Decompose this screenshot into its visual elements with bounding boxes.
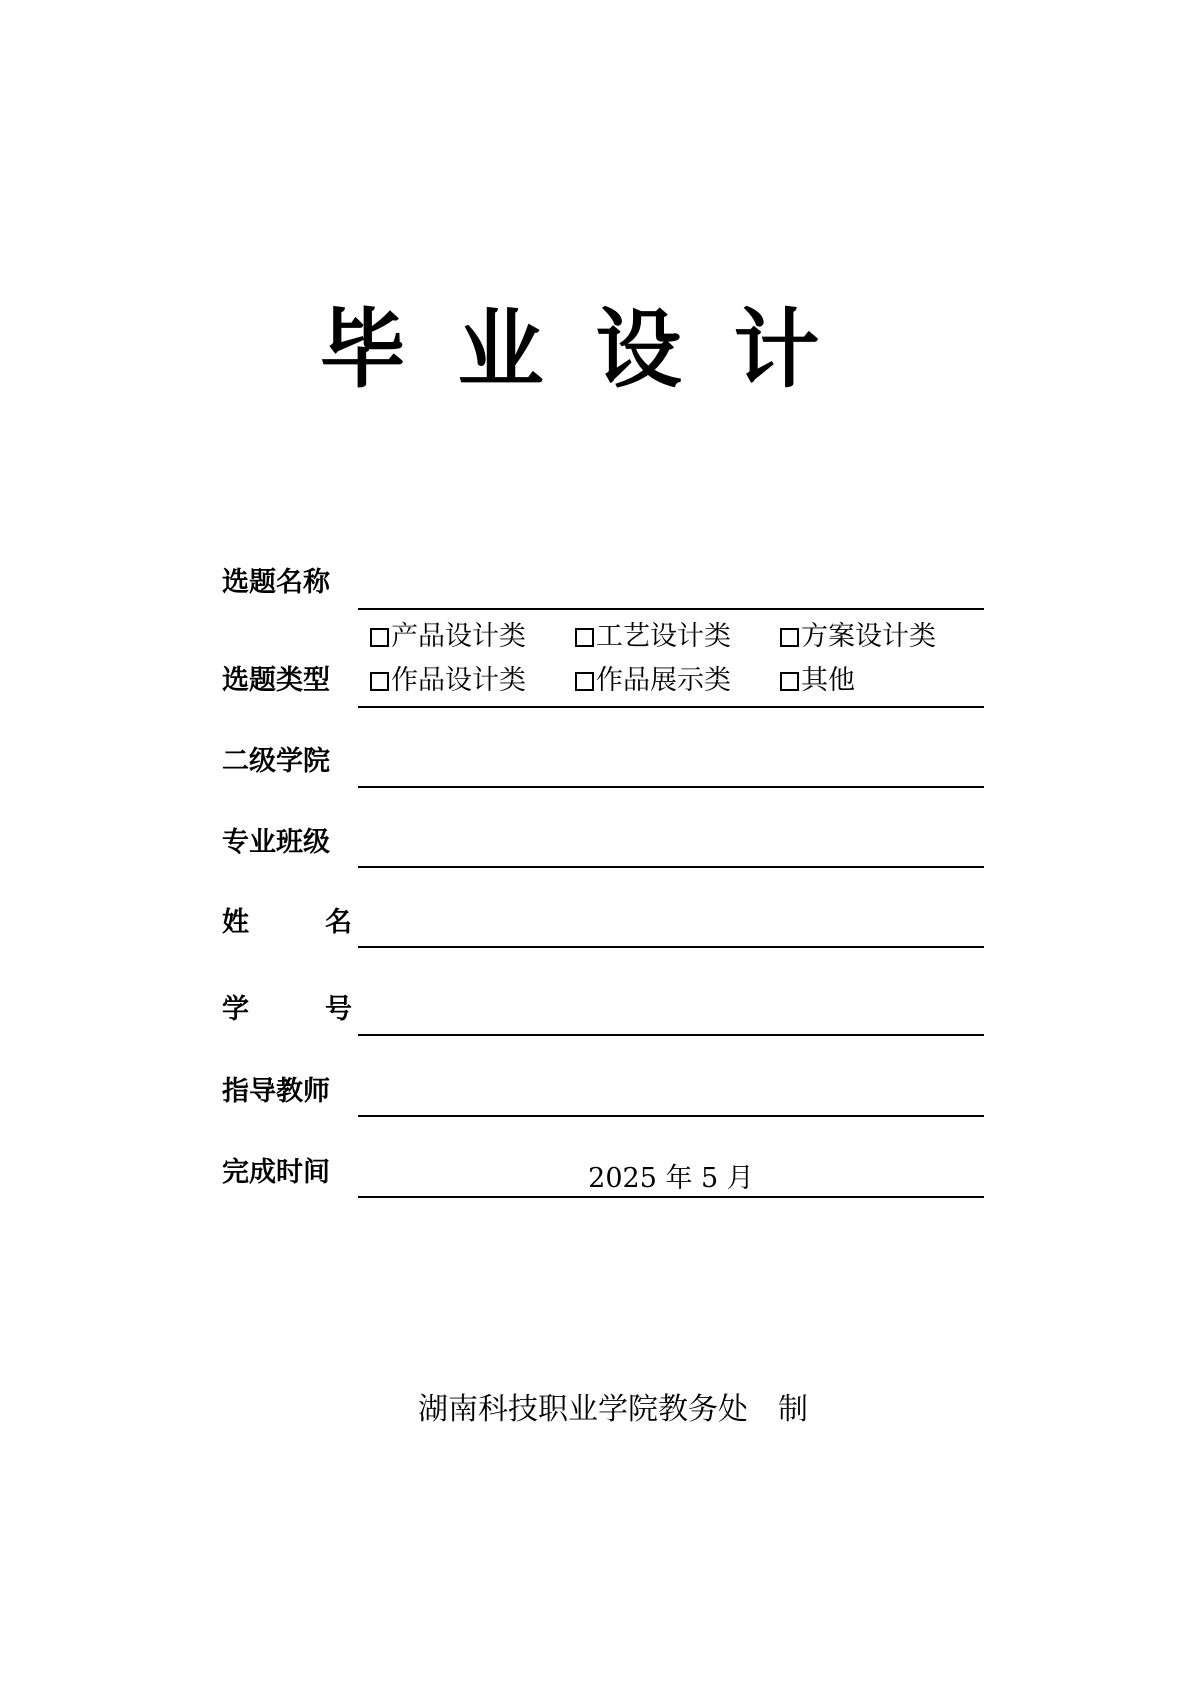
option-product-design[interactable] xyxy=(370,620,526,654)
checkbox-icon[interactable] xyxy=(370,672,389,691)
checkbox-icon[interactable] xyxy=(370,628,389,647)
option-work-display[interactable] xyxy=(575,664,731,698)
checkbox-icon[interactable] xyxy=(575,628,594,647)
option-label: 工艺设计类 xyxy=(596,621,731,652)
student-id-label xyxy=(222,993,352,1027)
issuer-footer: 湖南科技职业学院教务处 制 xyxy=(418,1392,808,1427)
completion-time-value[interactable]: 2025 年 5 月 xyxy=(588,1163,754,1194)
document-title: 毕业设计 xyxy=(319,299,872,400)
name-field[interactable] xyxy=(358,946,984,948)
option-label: 产品设计类 xyxy=(391,621,526,652)
topic-name-label: 选题名称 xyxy=(222,567,330,598)
option-work-design[interactable] xyxy=(370,664,526,698)
checkbox-icon[interactable] xyxy=(780,672,799,691)
option-scheme-design[interactable] xyxy=(780,620,936,654)
major-class-label: 专业班级 xyxy=(222,827,330,858)
name-label-char-2: 名 xyxy=(325,907,352,938)
topic-type-options-row-2 xyxy=(370,664,990,698)
topic-name-field[interactable] xyxy=(358,608,984,610)
college-label: 二级学院 xyxy=(222,746,330,777)
checkbox-icon[interactable] xyxy=(575,672,594,691)
option-label: 作品展示类 xyxy=(596,665,731,696)
student-id-label-char-1: 学 xyxy=(222,994,249,1025)
major-class-field[interactable] xyxy=(358,866,984,868)
option-label: 作品设计类 xyxy=(391,665,526,696)
completion-time-label: 完成时间 xyxy=(222,1157,330,1188)
advisor-label: 指导教师 xyxy=(222,1076,330,1107)
student-id-label-char-2: 号 xyxy=(325,994,352,1025)
option-other[interactable] xyxy=(780,664,855,698)
topic-type-underline xyxy=(358,706,984,708)
topic-type-label: 选题类型 xyxy=(222,665,330,696)
option-label: 其他 xyxy=(801,665,855,696)
advisor-field[interactable] xyxy=(358,1115,984,1117)
topic-type-options-row-1 xyxy=(370,620,990,654)
name-label-char-1: 姓 xyxy=(222,907,249,938)
option-label: 方案设计类 xyxy=(801,621,936,652)
name-label xyxy=(222,906,352,940)
option-process-design[interactable] xyxy=(575,620,731,654)
student-id-field[interactable] xyxy=(358,1034,984,1036)
checkbox-icon[interactable] xyxy=(780,628,799,647)
completion-time-underline xyxy=(358,1196,984,1198)
college-field[interactable] xyxy=(358,786,984,788)
